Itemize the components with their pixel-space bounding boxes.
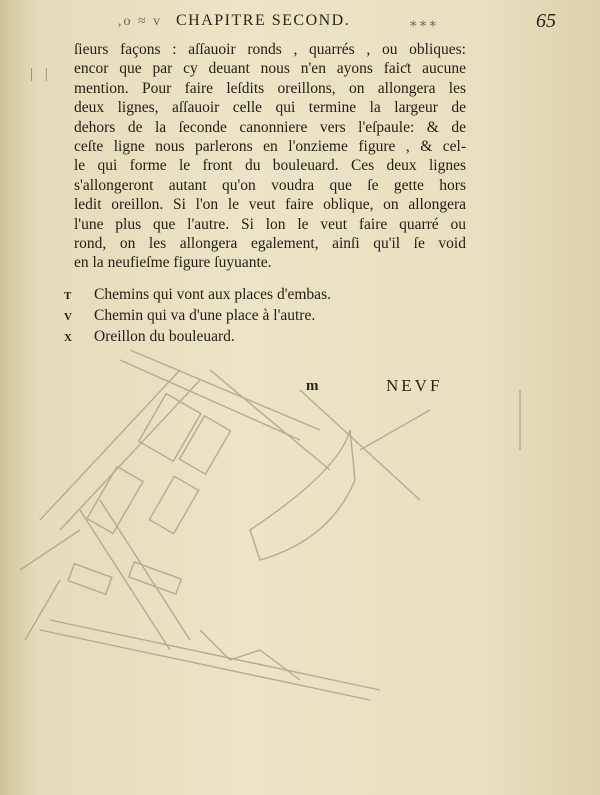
legend-key: X (64, 332, 72, 344)
text-line: en la neufieſme figure ſuyuante. (74, 254, 272, 272)
show-through-lines (20, 350, 520, 700)
header-ornament: ⁎ ⁎ ⁎ (410, 14, 436, 29)
text-line: le qui forme le front du bouleuard. Ces deux lignes (74, 157, 466, 175)
chapter-title: CHAPITRE SECOND. (176, 12, 351, 29)
legend-key: T (64, 290, 72, 302)
legend-item (64, 307, 331, 328)
text-line: l'une plus que l'autre. Si lon le veut faire quarré ou (74, 215, 466, 233)
text-line: s'allongeront autant qu'on voudra que ſe gette hors (74, 176, 466, 194)
text-line: encor que par cy deuant nous n'en ayons faiƈt aucune (74, 60, 466, 78)
text-line: dehors de la ſeconde canonniere vers l'eſpaule: & de (74, 118, 466, 136)
text-line: ceſte ligne nous parlerons en l'onzieme figure , & cel- (74, 138, 466, 156)
margin-mark: | | (30, 66, 52, 82)
text-line: deux lignes, aſſauoir celle qui termine la largeur de (74, 99, 466, 117)
header-ornament: ,o ≈ v (118, 14, 163, 29)
legend-text: Chemin qui va d'une place à l'autre. (94, 307, 316, 324)
bastion-figure-show-through (0, 330, 600, 750)
figure-label: NEVF (386, 376, 443, 395)
text-line: ledit oreillon. Si l'on le veut faire oblique, on allongera (74, 196, 466, 214)
legend-key: V (64, 311, 72, 323)
legend-item (64, 286, 331, 307)
legend-text: Oreillon du bouleuard. (94, 328, 235, 345)
figure-marker: m (306, 378, 319, 394)
page-number: 65 (536, 10, 556, 32)
text-line: rond, on les allongera egalement, ainſi qu'il ſe void (74, 235, 466, 253)
text-line: mention. Pour faire leſdits oreillons, on allongera les (74, 79, 466, 97)
text-line: ſieurs façons : aſſauoir ronds , quarrés , ou obliques: (74, 41, 466, 58)
legend-text: Chemins qui vont aux places d'embas. (94, 286, 331, 303)
running-header (0, 8, 600, 34)
body-paragraph (74, 40, 466, 273)
